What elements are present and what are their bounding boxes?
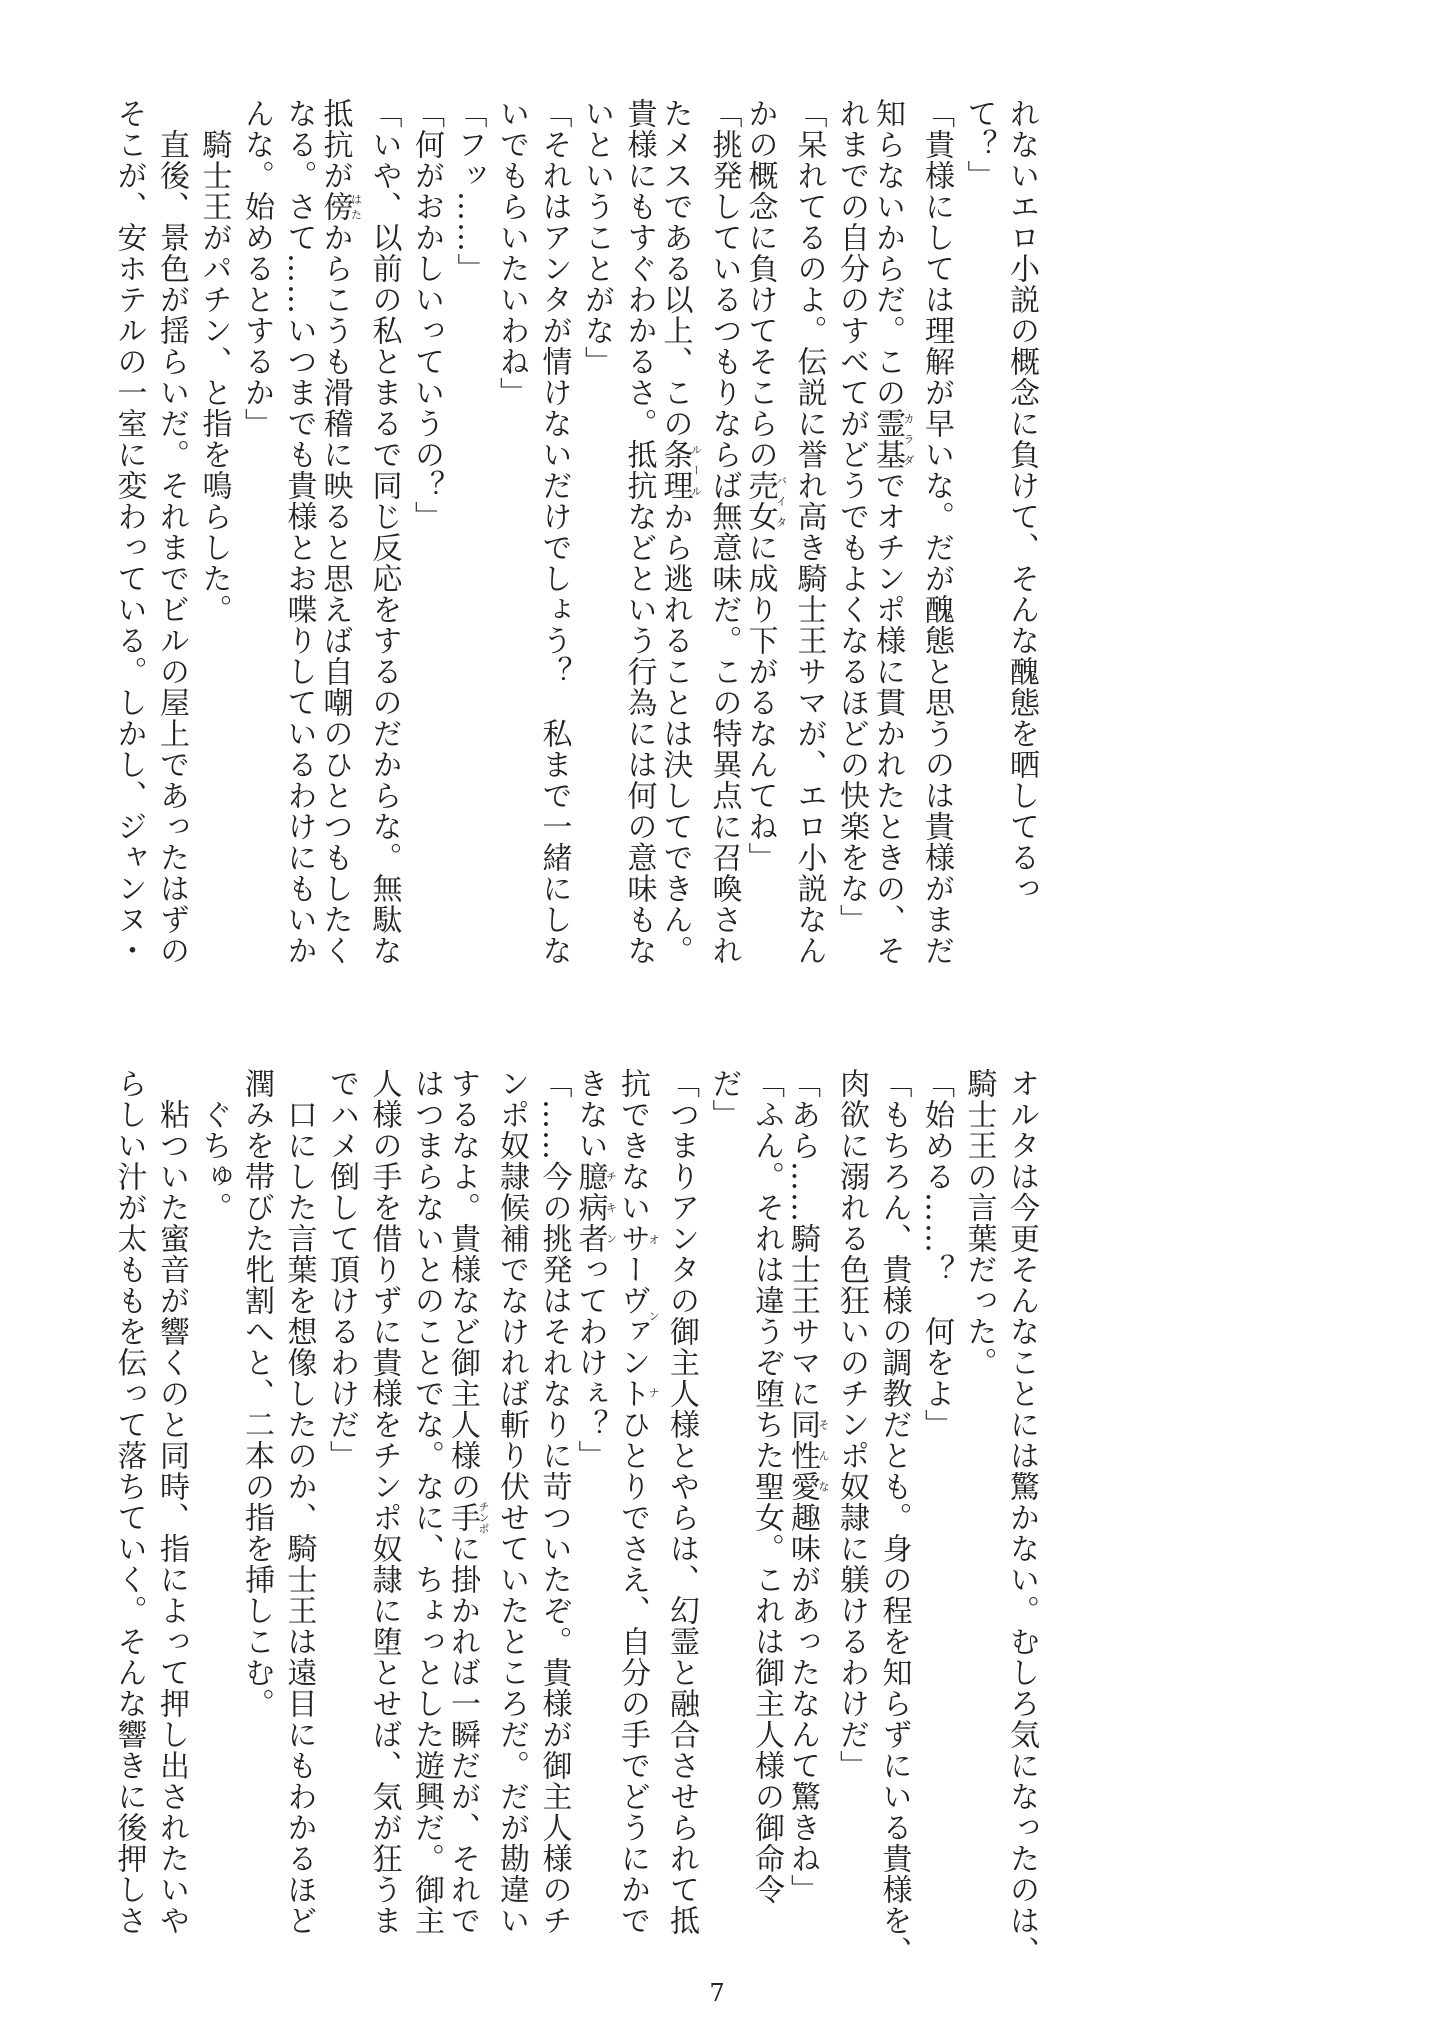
- text-line: [405, 1068, 448, 1968]
- text-line: [107, 1068, 150, 1968]
- text-segment: たメスである以上、この: [657, 98, 693, 439]
- text-line: [532, 98, 575, 998]
- text-line: [657, 98, 703, 998]
- ruby-base: サーヴァント: [615, 1223, 650, 1409]
- text-segment: オルタは今更そんなことには驚かない。むしろ気になったのは、: [1004, 1068, 1039, 1967]
- ruby-word: [445, 1501, 490, 1534]
- text-line: [362, 1068, 405, 1968]
- text-line: [277, 98, 320, 998]
- text-segment: 「あら……騎士王サマに: [785, 1068, 820, 1409]
- text-segment: だ」: [706, 1068, 742, 1130]
- text-segment: 知らないからだ。この: [870, 98, 905, 408]
- text-segment: 騎士王の言葉だった。: [961, 1068, 997, 1378]
- ruby-base: 傍: [317, 191, 353, 222]
- text-segment: するなよ。貴様など御主人様の: [445, 1068, 480, 1502]
- text-line: [490, 1068, 533, 1968]
- text-segment: かの概念に負けてそこらの: [742, 98, 778, 470]
- text-segment: ぐちゅ。: [196, 1068, 232, 1223]
- text-line: [107, 98, 150, 998]
- text-line: [1000, 98, 1043, 998]
- ruby-base: 手: [445, 1501, 480, 1534]
- text-segment: に掛かれば一瞬だが、それで: [445, 1533, 480, 1936]
- text-segment: 潤みを帯びた牝割へと、二本の指を挿しこむ。: [239, 1068, 274, 1719]
- text-segment: に成り下がるなんてね」: [742, 532, 778, 873]
- text-line: [660, 1068, 703, 1968]
- text-line: [150, 98, 193, 998]
- ruby-base: 売女: [742, 470, 778, 532]
- text-segment: 抵抗が: [317, 98, 353, 191]
- text-segment: 「始める……？ 何をよ」: [919, 1068, 954, 1440]
- text-line: [532, 1068, 575, 1968]
- text-line: [235, 1068, 278, 1968]
- ruby-word: [870, 408, 915, 470]
- text-line: [575, 98, 618, 998]
- text-line: [362, 98, 405, 998]
- text-segment: そこが、安ホテルの一室に変わっている。しかし、ジャンヌ・: [111, 98, 147, 966]
- text-line: [830, 98, 873, 998]
- text-segment: 抗できない: [615, 1068, 650, 1223]
- ruby-reading: オンナ: [647, 1223, 660, 1409]
- text-line: [915, 1068, 958, 1968]
- text-segment: きない: [572, 1068, 608, 1161]
- ruby-reading: チキン: [604, 1161, 618, 1254]
- text-segment: なる。さて……いつまでも貴様とお喋りしているわけにもいか: [281, 98, 317, 966]
- text-segment: れないエロ小説の概念に負けて、そんな醜態を晒してるっ: [1004, 98, 1039, 904]
- ruby-reading: そんな: [817, 1409, 830, 1502]
- text-segment: 「何がおかしいっていうの？」: [409, 98, 444, 532]
- text-line: [317, 98, 363, 998]
- text-segment: 直後、景色が揺らいだ。それまでビルの屋上であったはずの: [154, 98, 189, 966]
- ruby-reading: バイタ: [774, 470, 788, 532]
- ruby-word: [742, 470, 788, 532]
- ruby-reading: カラダ: [902, 408, 915, 470]
- ruby-word: [572, 1161, 618, 1254]
- text-segment: て？」: [961, 98, 997, 191]
- text-line: [192, 98, 235, 998]
- text-line: [957, 98, 1000, 998]
- text-segment: 騎士王がパチン、と指を鳴らした。: [196, 98, 232, 625]
- ruby-base: 霊基: [870, 408, 905, 470]
- text-segment: 粘ついた蜜音が響くのと同時、指によって押し出されたいや: [154, 1068, 189, 1936]
- text-line: [235, 98, 278, 998]
- text-segment: 「呆れてるのよ。伝説に誉れ高き騎士王サマが、エロ小説なん: [791, 98, 827, 966]
- text-segment: 口にした言葉を想像したのか、騎士王は遠目にもわかるほど: [281, 1068, 317, 1936]
- text-segment: いでもらいたいわね」: [494, 98, 529, 408]
- text-line: [447, 1068, 490, 1968]
- text-segment: 「挑発しているつもりならば無意味だ。この特異点に召喚され: [706, 98, 742, 966]
- text-segment: 人様の手を借りずに貴様をチンポ奴隷に堕とせば、気が狂うま: [366, 1068, 402, 1936]
- text-segment: からこうも滑稽に映ると思えば自嘲のひとつもしたく: [317, 222, 353, 966]
- ruby-reading: はた: [349, 191, 363, 222]
- text-line: [405, 98, 448, 998]
- text-line: [320, 1068, 363, 1968]
- text-line: [702, 1068, 745, 1968]
- text-segment: ってわけぇ？」: [572, 1254, 608, 1471]
- ruby-word: [615, 1223, 660, 1409]
- page-number: 7: [709, 1979, 725, 2007]
- text-line: [617, 1068, 660, 1968]
- text-line: [787, 1068, 830, 1968]
- text-segment: いということがな」: [579, 98, 614, 377]
- text-segment: 「それはアンタが情けないだけでしょう？ 私まで一緒にしな: [536, 98, 572, 966]
- text-segment: 肉欲に溺れる色狂いのチンポ奴隷に躾けるわけだ」: [834, 1068, 869, 1781]
- text-segment: 貴様にもすぐわかるさ。抵抗などという行為には何の意味もな: [621, 98, 657, 966]
- text-line: [150, 1068, 193, 1968]
- text-block-lower: [107, 1068, 1042, 1968]
- text-line: [490, 98, 533, 998]
- text-line: [702, 98, 745, 998]
- text-segment: 「いや、以前の私とまるで同じ反応をするのだからな。無駄な: [366, 98, 402, 966]
- text-line: [787, 98, 830, 998]
- text-segment: れまでの自分のすべてがどうでもよくなるほどの快楽をな」: [834, 98, 869, 935]
- ruby-word: [785, 1409, 830, 1502]
- text-line: [872, 98, 915, 998]
- ruby-reading: ルール: [689, 439, 703, 501]
- text-line: [915, 98, 958, 998]
- text-segment: ンポ奴隷候補でなければ斬り伏せていたところだ。だが勘違い: [494, 1068, 529, 1936]
- text-line: [742, 98, 788, 998]
- text-segment: 「もちろん、貴様の調教だとも。身の程を知らずにいる貴様を、: [876, 1068, 912, 1967]
- text-segment: から逃れることは決してできん。: [657, 501, 693, 966]
- text-line: [957, 1068, 1000, 1968]
- text-line: [447, 98, 490, 998]
- text-line: [192, 1068, 235, 1968]
- text-line: [277, 1068, 320, 1968]
- text-segment: ひとりでさえ、自分の手でどうにかで: [615, 1409, 650, 1936]
- ruby-reading: チンポ: [477, 1501, 490, 1534]
- text-segment: でオチンポ様に貫かれたときの、そ: [870, 470, 905, 966]
- text-segment: 趣味があったなんて驚きね」: [785, 1502, 820, 1905]
- text-line: [830, 1068, 873, 1968]
- text-line: [745, 1068, 788, 1968]
- text-line: [1000, 1068, 1043, 1968]
- text-line: [872, 1068, 915, 1968]
- ruby-base: 条理: [657, 439, 693, 501]
- text-segment: 「ふん。それは違うぞ堕ちた聖女。これは御主人様の御命令: [749, 1068, 784, 1905]
- text-block-upper: [107, 98, 1042, 998]
- text-segment: んな。始めるとするか」: [239, 98, 274, 439]
- ruby-base: 同性愛: [785, 1409, 820, 1502]
- text-segment: らしい汁が太ももを伝って落ちていく。そんな響きに後押しさ: [111, 1068, 147, 1936]
- ruby-word: [657, 439, 703, 501]
- ruby-base: 臆病者: [572, 1161, 608, 1254]
- ruby-word: [317, 191, 363, 222]
- text-segment: 「つまりアンタの御主人様とやらは、幻霊と融合させられて抵: [664, 1068, 699, 1936]
- text-segment: 「……今の挑発はそれなりに苛ついたぞ。貴様が御主人様のチ: [536, 1068, 572, 1936]
- text-segment: 「フッ……」: [451, 98, 487, 284]
- text-segment: はつまらないとのことでな。なに、ちょっとした遊興だ。御主: [409, 1068, 444, 1936]
- text-segment: でハメ倒して頂けるわけだ」: [324, 1068, 359, 1471]
- text-line: [617, 98, 660, 998]
- text-segment: 「貴様にしては理解が早いな。だが醜態と思うのは貴様がまだ: [919, 98, 954, 966]
